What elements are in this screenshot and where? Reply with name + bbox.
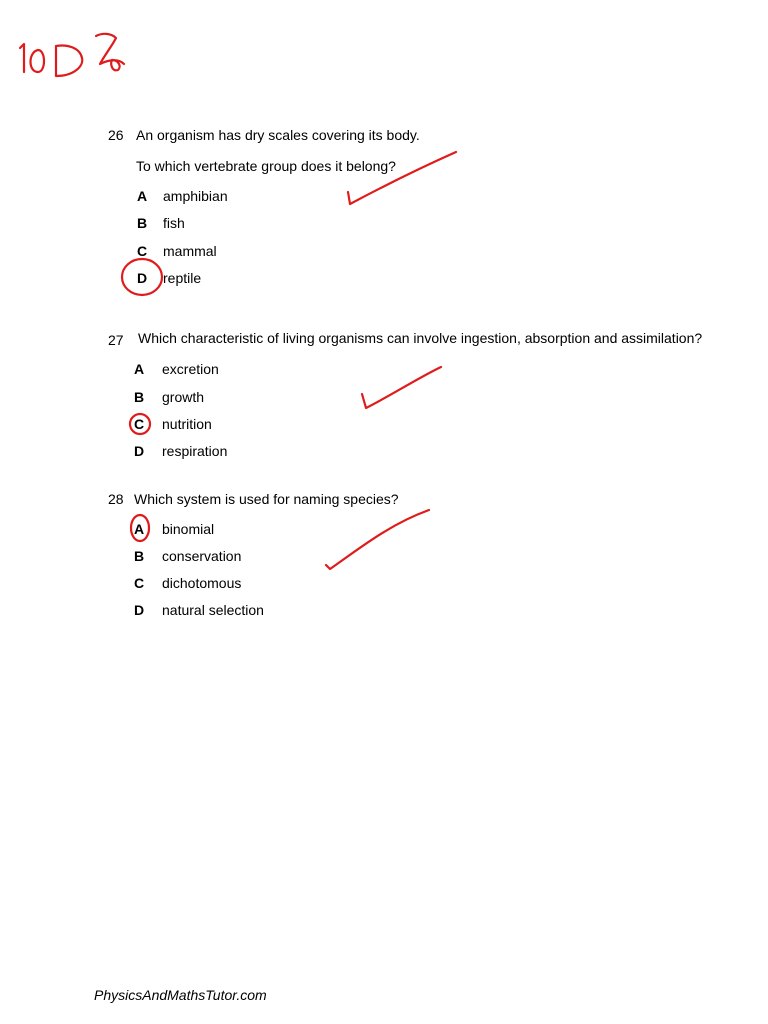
option-letter: A [134,521,145,537]
question-stem: An organism has dry scales covering its body. [136,127,420,143]
option-letter: B [134,548,145,564]
question-stem: Which system is used for naming species? [134,491,399,507]
option-letter: C [137,243,148,259]
option-text: growth [162,389,205,405]
option-text: mammal [163,243,217,259]
option-text: binomial [162,521,215,537]
option-letter: D [134,602,145,618]
tick-mark-q27 [362,367,441,408]
option-letter: B [137,215,148,231]
option-letter: D [134,443,145,459]
option-letter: C [134,416,145,432]
option-text: fish [163,215,185,231]
option-text: natural selection [162,602,264,618]
option-letter: A [134,361,145,377]
option-text: amphibian [163,188,228,204]
option-letter: B [134,389,145,405]
question-number: 27 [108,332,124,348]
footer-site-name[interactable]: PhysicsAndMathsTutor.com [94,987,267,1003]
tick-mark-q28 [326,510,429,569]
option-letter: C [134,575,145,591]
question-stem: Which characteristic of living organisms can involve ingestion, absorption and assimilation? [138,330,703,346]
option-letter: D [137,270,148,286]
option-text: reptile [163,270,202,286]
question-prompt: To which vertebrate group does it belong? [136,158,396,174]
option-letter: A [137,188,148,204]
question-number: 28 [108,491,124,507]
option-text: dichotomous [162,575,242,591]
option-text: excretion [162,361,219,377]
option-text: conservation [162,548,242,564]
option-text: nutrition [162,416,212,432]
handwritten-score [20,34,124,76]
question-number: 26 [108,127,124,143]
option-text: respiration [162,443,228,459]
